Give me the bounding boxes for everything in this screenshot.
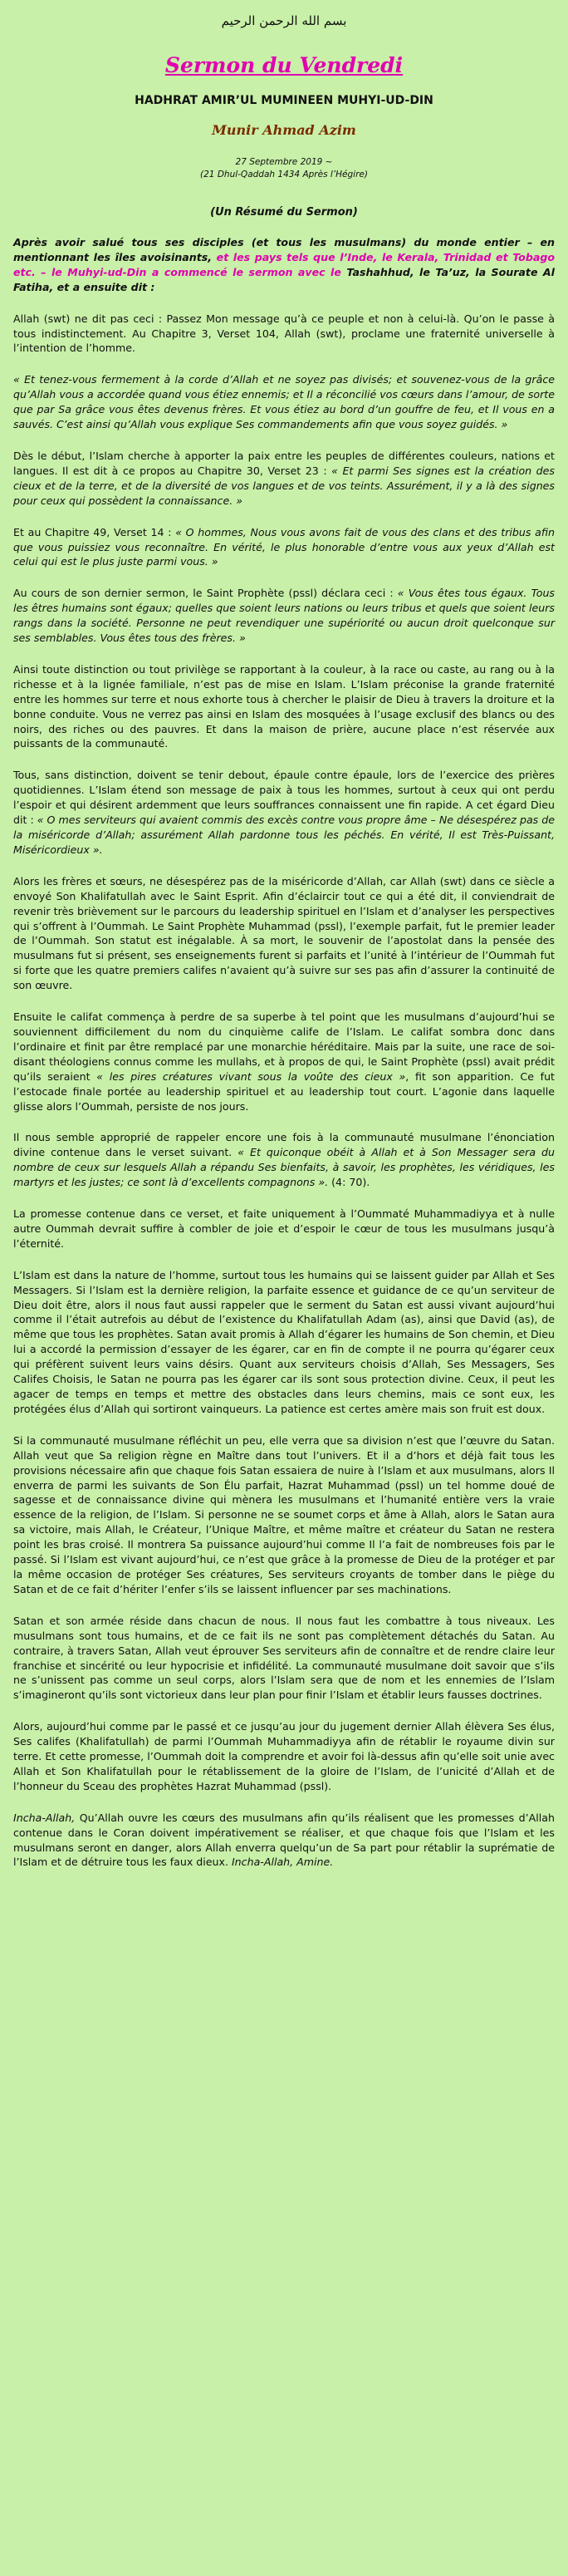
page-title: Sermon du Vendredi <box>164 53 404 77</box>
closing-paragraph <box>13 1811 555 1871</box>
quote-paragraph: « Et tenez-vous fermement à la corde d’Allah et ne soyez pas divisés; et souvenez-vous de la grâce qu’Allah vous a accordée quand vous étiez ennemis; et Il a réconcilié vos cœurs dans l’amour, de sorte que par Sa grâce vous êtes devenus frères. Et vous étiez au bord d’un gouffre de feu, et Il vous en a sauvés. C’est ainsi qu’Allah vous explique Ses commandements afin que vous soyez guidés. » <box>13 373 555 431</box>
intro-text-c: Tashahhud, le Ta’uz, la Sourate Al Fatiha, et a ensuite dit : <box>13 265 555 293</box>
bismillah-heading: بسم الله الرحمن الرحيم <box>221 13 347 28</box>
paragraph: Allah (swt) ne dit pas ceci : Passez Mon message qu’à ce peuple et non à celui-là. Qu’on le passe à tous indistinctement. Au Chapitre 3, Verset 104, Allah (swt), proclame une fraternité universelle à l’intention de l’homme. <box>13 312 555 355</box>
paragraph: Si la communauté musulmane réfléchit un peu, elle verra que sa division n’est que l’œuvre du Satan. Allah veut que Sa religion règne en Maître dans tout l’univers. Et il a d’hors et déjà fait tous les provisions nécessaire afin que chaque fois Satan essaiera de nuire à l’Islam et aux musulmans, alors Il enverra de parmi les suivants de Son Élu parfait, Hazrat Muhammad (pssl) un tel homme doué de sagesse et de connaissance divine qui mènera les musulmans et l’humanité entière vers la vraie essence de la religion, de l’Islam. Si personne ne se soumet corps et âme à Allah, alors le Satan aura sa victoire, mais Allah, le Créateur, l’Unique Maître, et même maître et créateur du Satan ne restera point les bras croisé. Il montrera Sa puissance aujourd’hui comme Il l’a fait de nombreuses fois par le passé. Si l’Islam est vivant aujourd’hui, ce n’est que grâce à la promesse de Dieu de la protéger et par la même occasion de protéger Ses créatures, Ses serviteurs croyants de tomber dans le piège du Satan et de ce fait d’hériter l’enfer s’ils se laissent influencer par ses machinations. <box>13 1433 555 1595</box>
summary-label: (Un Résumé du Sermon) <box>210 206 358 219</box>
quote-text: « les pires créatures vivant sous la voûte des cieux » <box>96 1069 406 1083</box>
paragraph <box>13 1010 555 1113</box>
paragraph: Satan et son armée réside dans chacun de nous. Il nous faut les combattre à tous niveaux. Les musulmans sont tous humains, et de ce fait ils ne sont pas complètement détachés du Satan. Au contraire, à travers Satan, Allah veut éprouver Ses serviteurs afin de connaître et de rendre claire leur franchise et sincérité ou leur hypocrisie et infidélité. La communauté musulmane doit savoir que s’ils ne s’unissent pas comme un seul corps, alors l’Islam sera que de nom et les ennemies de l’Islam s’imagineront qu’ils sont victorieux dans leur plan pour finir l’Islam et établir leurs fausses doctrines. <box>13 1614 555 1702</box>
date-gregorian: 27 Septembre 2019 ~ <box>235 157 333 167</box>
paragraph <box>13 586 555 646</box>
paragraph-text: Tous, sans distinction, doivent se tenir debout, épaule contre épaule, lors de l’exercice des prières quotidiennes. L’Islam étend son message de paix à tous les hommes, surtout à ceux qui ont perdu l’espoir et qui désirent ardemment que leurs souffrances connaissent une fin rapide. A cet égard Dieu dit : <box>13 769 555 827</box>
date-block <box>13 156 555 181</box>
author-line: HADHRAT AMIR’UL MUMINEEN MUHYI-UD-DIN <box>135 94 433 107</box>
paragraph <box>13 525 555 570</box>
paragraph: Ainsi toute distinction ou tout privilège se rapportant à la couleur, à la race ou caste, au rang ou à la richesse et à la lignée familiale, n’est pas de mise en Islam. L’Islam préconise la grande fraternité entre les hommes sur terre et nous exhorte tous à chercher le plaisir de Dieu à travers la droiture et la bonne conduite. Vous ne verrez pas ainsi en Islam des mosquées à l’usage exclusif des blancs ou des noirs, des riches ou des pauvres. Et dans la maison de prière, aucune place n’est réservée aux puissants de la communauté. <box>13 662 555 750</box>
paragraph-text: Dès le début, l’Islam cherche à apporter la paix entre les peuples de différentes couleurs, nations et langues. Il est dit à ce propos au Chapitre 30, Verset 23 : <box>13 449 555 477</box>
paragraph-intro <box>13 235 555 295</box>
intro-text-a: Après avoir salué tous ses disciples (et tous les musulmans) du monde entier – en mentionnant les îles avoisinants, <box>13 236 555 263</box>
quote-text: « Vous êtes tous égaux. Tous les êtres humains sont égaux; quelles que soient leurs nations ou leurs tribus et quels que soient leurs rangs dans la société. Personne ne peut revendiquer une supériorité ou aucun droit quelconque sur ses semblables. Vous êtes tous des frères. » <box>13 587 555 645</box>
closing-amine: Incha-Allah, Amine. <box>231 1856 334 1869</box>
intro-text-highlight: et les pays tels que l’Inde, le Kerala, Trinidad et Tobago etc. – le Muhyi-ud-Din a commencé le sermon avec le <box>13 250 555 278</box>
paragraph-text: (4: 70). <box>328 1176 370 1189</box>
paragraph-text: Au cours de son dernier sermon, le Saint Prophète (pssl) déclara ceci : <box>13 587 398 600</box>
paragraph: Alors, aujourd’hui comme par le passé et ce jusqu’au jour du jugement dernier Allah élèvera Ses élus, Ses califes (Khalifatullah) de parmi l’Oummah Muhammadiyya afin de rétablir le royaume divin sur terre. Et cette promesse, l’Oummah doit la comprendre et avoir foi là-dessus afin qu’elle soit unie avec Allah et Son Khalifatullah pour le rétablissement de la gloire de l’Islam, de l’unicité d’Allah et de l’honneur du Sceau des prophètes Hazrat Muhammad (pssl). <box>13 1720 555 1792</box>
paragraph-text: Ensuite le califat commença à perdre de sa superbe à tel point que les musulmans d’aujourd’hui se souviennent difficilement du nom du cinquième calife de l’Islam. Le califat sombra donc dans l’ordinaire et finit par être remplacé par une monarchie héréditaire. Mais par la suite, une race de soi-disant théologiens connus comme les mullahs, et à propos de qui, le Saint Prophète (pssl) avait prédit qu’ils seraient <box>13 1010 555 1083</box>
narrator-name: Munir Ahmad Azim <box>212 122 356 138</box>
quote-text: « O hommes, Nous vous avons fait de vous des clans et des tribus afin que vous puissiez vous reconnaître. En vérité, le plus honorable d’entre vous aux yeux d’Allah est celui qui est le plus juste parmi vous. » <box>13 525 555 568</box>
quote-text: « Et parmi Ses signes est la création des cieux et de la terre, et de la diversité de vos langues et de vos teints. Assurément, il y a là des signes pour ceux qui possèdent la connaissance. » <box>13 464 555 507</box>
paragraph: La promesse contenue dans ce verset, et faite uniquement à l’Oummaté Muhammadiyya et à nulle autre Oummah devrait suffire à combler de joie et d’espoir le cœur de tous les musulmans jusqu’à l’éternité. <box>13 1207 555 1250</box>
paragraph-text: Qu’Allah ouvre les cœurs des musulmans afin qu’ils réalisent que les promesses d’Allah contenue dans le Coran doivent impérativement se réaliser, et que chaque fois que l’Islam et les musulmans seront en danger, alors Allah enverra quelqu’un de Sa part pour rétablir la suprématie de l’Islam et de détruire tous les faux dieux. <box>13 1811 555 1869</box>
paragraph: Alors les frères et sœurs, ne désespérez pas de la miséricorde d’Allah, car Allah (swt) dans ce siècle a envoyé Son Khalifatullah avec le Saint Esprit. Afin d’éclaircir tout ce qui a été dit, il conviendrait de revenir très brièvement sur le parcours du leadership spirituel en l’Islam et d’analyser les perspectives qui s’offrent à l’Oummah. Le Saint Prophète Muhammad (pssl), l’exemple parfait, fut le premier leader de l’Oummah. Son statut est inégalable. À sa mort, le souvenir de l’apostolat dans la pensée des musulmans fut si présent, ses enseignements furent si parfaits et l’unité à l’intérieur de l’Oummah fut si forte que les quatre premiers califes n’avaient qu’à suivre sur ses pas afin d’assurer la continuité de son œuvre. <box>13 874 555 992</box>
date-hijri: (21 Dhul-Qaddah 1434 Après l’Hégire) <box>200 170 368 179</box>
paragraph-text: Et au Chapitre 49, Verset 14 : <box>13 525 176 538</box>
paragraph-text: , fit son apparition. Ce fut l’estocade finale portée au leadership spirituel et au leadership tout court. L’agonie dans laquelle glisse alors l’Oummah, persiste de nos jours. <box>13 1069 555 1113</box>
paragraph <box>13 449 555 509</box>
paragraph <box>13 768 555 857</box>
paragraph <box>13 1130 555 1190</box>
paragraph-text: Il nous semble approprié de rappeler encore une fois à la communauté musulmane l’énonciation divine contenue dans le verset suivant. <box>13 1131 555 1159</box>
quote-text: « O mes serviteurs qui avaient commis des excès contre vous propre âme – Ne désespérez pas de la miséricorde d’Allah; assurément Allah pardonne tous les péchés. En vérité, Il est Très-Puissant, Miséricordieux ». <box>13 814 555 856</box>
paragraph: L’Islam est dans la nature de l’homme, surtout tous les humains qui se laissent guider par Allah et Ses Messagers. Si l’Islam est la dernière religion, la parfaite essence et guidance de ce qu’un serviteur de Dieu doit être, alors il nous faut aussi rappeler que le serment du Satan est aussi vivant aujourd’hui comme il l’était autrefois au début de l’existence du Khalifatullah Adam (as), ainsi que David (as), de même que tous les prophètes. Satan avait promis à Allah d’égarer les humains de Son chemin, et Dieu lui a accordé la permission d’essayer de les égarer, car en fin de compte il ne pourra qu’égarer ceux qui préfèrent suivent leurs vains désirs. Quant aux serviteurs choisis d’Allah, Ses Messagers, Ses Califes Choisis, le Satan ne pourra pas les égarer car ils sont sous protection divine. Ceux, il peut les agacer de temps en temps et mettre des obstacles dans leurs chemins, mais ce sont eux, les protégées élus d’Allah qui sortiront vainqueurs. La patience est certes amère mais son fruit est doux. <box>13 1268 555 1415</box>
closing-incha-allah: Incha-Allah, <box>13 1811 76 1824</box>
quote-text: « Et quiconque obéit à Allah et à Son Messager sera du nombre de ceux sur lesquels Allah a répandu Ses bienfaits, à savoir, les prophètes, les véridiques, les martyrs et les justes; ce sont là d’excellents compagnons ». <box>13 1146 555 1189</box>
